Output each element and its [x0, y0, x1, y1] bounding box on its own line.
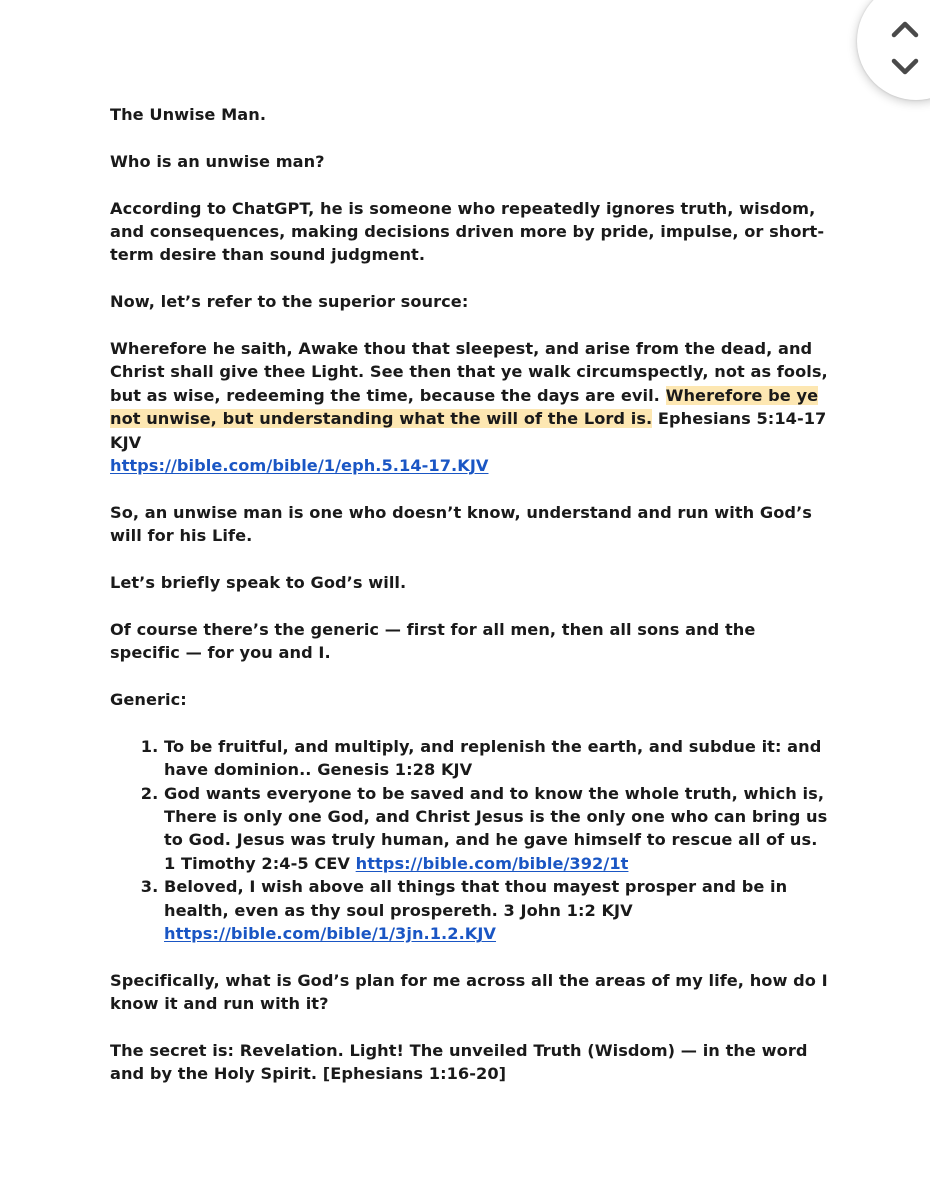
gods-will-paragraph: Let’s briefly speak to God’s will.: [110, 573, 407, 593]
specific-question-paragraph: Specifically, what is God’s plan for me across all the areas of my life, how do I know it and run with it?: [110, 970, 828, 1014]
conclusion-paragraph: So, an unwise man is one who doesn’t know, understand and run with God’s will for his Life.: [110, 502, 812, 546]
passage-reference: Ephesians 5:14-17 KJV: [110, 409, 827, 452]
list-item-text: Beloved, I wish above all things that thou mayest prosper and be in health, even as thy soul prospereth. 3 John 1:2 KJV: [164, 877, 788, 920]
question-paragraph: Who is an unwise man?: [110, 151, 325, 171]
john-link[interactable]: https://bible.com/bible/1/3jn.1.2.KJV: [164, 924, 497, 944]
list-item-text: God wants everyone to be saved and to know the whole truth, which is, There is only one God, and Christ Jesus is the only one who can bring us to God. Jesus was truly human, and he gave himself to rescue all of us. 1 Timothy 2:4-5 CEV: [164, 783, 828, 873]
passage-text: Wherefore he saith, Awake thou that sleepest, and arise from the dead, and Christ shall give thee Light. See then that ye walk circumspectly, not as fools, but as wise, redeeming the time, because the days are evil.: [110, 339, 828, 405]
document-body: [110, 103, 830, 1109]
generic-heading: Generic:: [110, 690, 187, 710]
secret-paragraph: The secret is: Revelation. Light! The unveiled Truth (Wisdom) — in the word and by the Holy Spirit. [Ephesians 1:16-20]: [110, 1041, 808, 1084]
generic-list: [110, 735, 830, 946]
ephesians-passage-paragraph: [110, 337, 830, 477]
list-item-text: To be fruitful, and multiply, and replenish the earth, and subdue it: and have dominion.. Genesis 1:28 KJV: [164, 736, 822, 780]
list-item: [164, 782, 830, 876]
chatgpt-definition-paragraph: According to ChatGPT, he is someone who repeatedly ignores truth, wisdom, and consequences, making decisions driven more by pride, impulse, or short-term desire than sound judgment.: [110, 198, 825, 265]
scroll-navigator: [857, 0, 930, 100]
ephesians-link[interactable]: https://bible.com/bible/1/eph.5.14-17.KJV: [110, 456, 489, 476]
scroll-up-button[interactable]: [890, 18, 920, 40]
superior-source-paragraph: Now, let’s refer to the superior source:: [110, 292, 469, 312]
generic-specific-paragraph: Of course there’s the generic — first for all men, then all sons and the specific — for you and I.: [110, 619, 756, 663]
list-item: [164, 735, 830, 782]
list-item: [164, 875, 830, 945]
chevron-up-icon: [890, 18, 920, 40]
document-title: The Unwise Man.: [110, 105, 267, 124]
highlighted-verse: Wherefore be ye not unwise, but understanding what the will of the Lord is.: [110, 385, 819, 429]
scroll-down-button[interactable]: [890, 56, 920, 78]
chevron-down-icon: [890, 56, 920, 78]
timothy-link[interactable]: https://bible.com/bible/392/1t: [355, 853, 629, 873]
